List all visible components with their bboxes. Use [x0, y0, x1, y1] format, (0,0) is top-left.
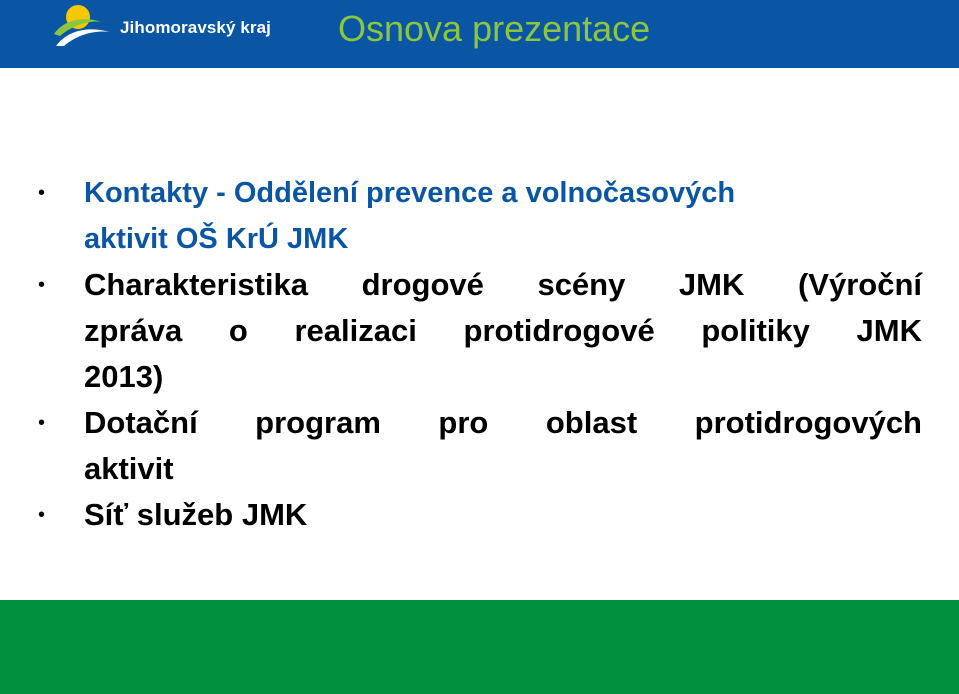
item-line: aktivit — [84, 451, 174, 486]
jmk-logo-icon — [52, 2, 112, 48]
list-item — [34, 170, 924, 262]
item-line: zpráva o realizaci protidrogové politiky JMK — [84, 313, 922, 348]
item-line: aktivit OŠ KrÚ JMK — [84, 223, 349, 255]
bullet-list — [34, 170, 924, 538]
footer-bar — [0, 600, 959, 694]
list-item — [34, 400, 924, 492]
bullet-icon: • — [38, 412, 46, 434]
bullet-icon: • — [38, 182, 46, 204]
item-line: 2013) — [84, 359, 164, 394]
bullet-icon: • — [38, 274, 46, 296]
slide-title: Osnova prezentace — [338, 8, 651, 49]
item-line: Kontakty - Oddělení prevence a volnočasových — [84, 177, 736, 209]
item-line: Charakteristika drogové scény JMK (Výroční — [84, 267, 922, 302]
org-name: Jihomoravský kraj — [120, 18, 272, 37]
bullet-icon: • — [38, 504, 46, 526]
list-item — [34, 262, 924, 400]
header-bar — [0, 0, 959, 68]
item-line: Dotační program pro oblast protidrogových — [84, 405, 922, 440]
item-line: Síť služeb JMK — [84, 497, 308, 532]
list-item — [34, 492, 924, 538]
